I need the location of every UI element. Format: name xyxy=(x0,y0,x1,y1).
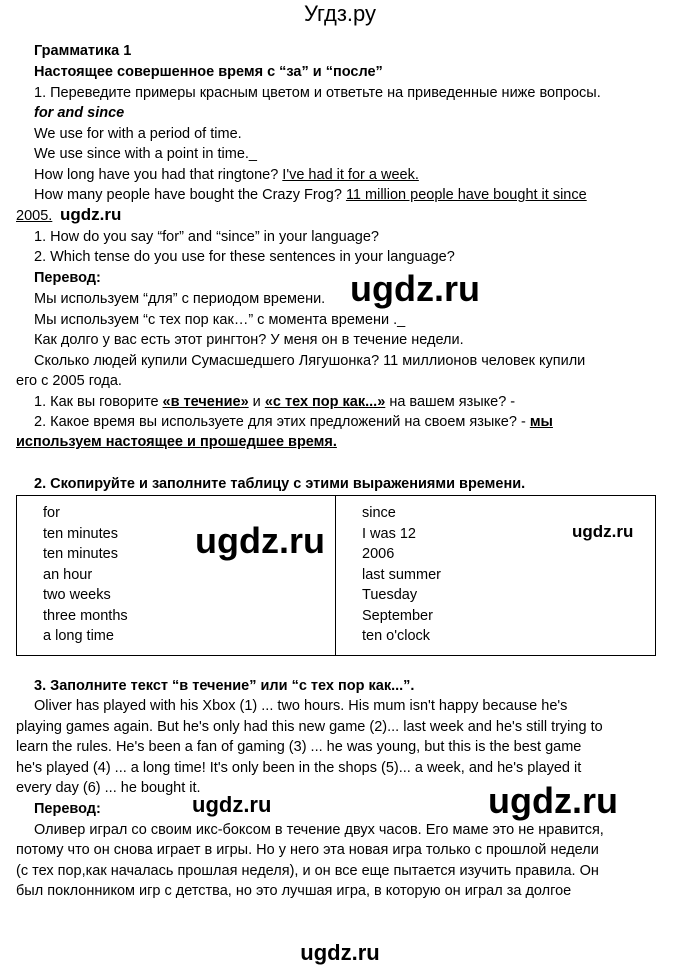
watermark: ugdz.ru xyxy=(350,268,480,309)
watermark: ugdz.ru xyxy=(300,940,380,965)
ex3-translation-line: Оливер играл со своим икс-боксом в течение двух часов. Его маме это не нравится, xyxy=(34,822,604,838)
question-frog-text: How many people have bought the Crazy Frog? xyxy=(34,187,342,203)
table-cell-since: since xyxy=(362,505,396,521)
answer-frog-cont: 2005. xyxy=(16,208,53,224)
ex3-text-line: every day (6) ... he bought it. xyxy=(16,780,201,796)
ex3-translation-label: Перевод: xyxy=(34,801,101,817)
watermark: ugdz.ru xyxy=(60,205,122,224)
translation-line: Как долго у вас есть этот рингтон? У меня он в течение недели. xyxy=(34,332,464,348)
ex3-instruction: 3. Заполните текст “в течение” или “с тех пор как...”. xyxy=(34,678,415,694)
ex2-instruction: 2. Скопируйте и заполните таблицу с этими выражениями времени. xyxy=(34,476,526,492)
tq1-term-a: «в течение» xyxy=(162,394,249,410)
answer-frog: 11 million people have bought it since xyxy=(345,187,587,203)
tq1-prefix: 1. Как вы говорите xyxy=(34,394,159,410)
translation-line: Мы используем “для” с периодом времени. xyxy=(34,291,326,307)
question-ringtone xyxy=(34,165,419,185)
table-divider xyxy=(335,496,336,655)
tq2-answer-start: мы xyxy=(529,414,553,430)
table-cell-for: ten minutes xyxy=(43,546,118,562)
ex3-text-line: learn the rules. He's been a fan of gaming (3) ... he was young, but this is the best game xyxy=(16,739,582,755)
watermark: ugdz.ru xyxy=(572,522,634,541)
translation-question-1 xyxy=(34,392,515,412)
question-ringtone-text: How long have you had that ringtone? xyxy=(34,167,279,183)
table-cell-for: an hour xyxy=(43,566,93,583)
ex3-translation-line: был поклонником игр с детства, но это лучшая игра, в которую он играл за долгое xyxy=(16,883,572,899)
ex3-text-line: Oliver has played with his Xbox (1) ... two hours. His mum isn't happy because he's xyxy=(34,698,568,714)
translation-line: Сколько людей купили Сумасшедшего Лягушонка? 11 миллионов человек купили xyxy=(34,353,586,369)
table-cell-for: two weeks xyxy=(43,587,111,603)
table-cell-since: September xyxy=(362,607,433,624)
question-frog xyxy=(34,185,587,205)
table-cell-since: Tuesday xyxy=(362,587,418,603)
translation-question-2 xyxy=(34,412,553,432)
translation-label: Перевод: xyxy=(34,270,101,286)
table-cell-for: for xyxy=(43,505,60,521)
tq1-term-b: «с тех пор как...» xyxy=(264,394,386,410)
site-title: Угдз.ру xyxy=(303,1,377,26)
question-2: 2. Which tense do you use for these sentences in your language? xyxy=(34,249,455,265)
time-expressions-table xyxy=(16,495,656,656)
rule-for: We use for with a period of time. xyxy=(34,126,242,142)
ex1-instruction: 1. Переведите примеры красным цветом и ответьте на приведенные ниже вопросы. xyxy=(34,85,601,101)
ex3-translation-line: (с тех пор,как началась прошлая неделя), и он все еще пытается изучить правила. Он xyxy=(16,863,599,879)
watermark: ugdz.ru xyxy=(488,780,618,821)
ex3-text-line: playing games again. But he's only had this new game (2)... last week and he's still trying to xyxy=(16,719,603,735)
watermark: ugdz.ru xyxy=(192,792,272,817)
watermark: ugdz.ru xyxy=(195,520,325,561)
table-cell-since: I was 12 xyxy=(362,525,416,542)
translation-line: Мы используем “с тех пор как…” с момента времени ._ xyxy=(34,312,406,328)
topic-heading: Настоящее совершенное время с “за” и “после” xyxy=(34,64,383,80)
ex3-text-line: he's played (4) ... a long time! It's only been in the shops (5)... a week, and he's played it xyxy=(16,760,582,776)
table-cell-for: a long time xyxy=(43,628,114,644)
table-cell-since: 2006 xyxy=(362,546,395,562)
table-cell-for: ten minutes xyxy=(43,525,118,542)
tq2-answer-cont: используем настоящее и прошедшее время. xyxy=(16,434,337,450)
ex3-translation-line: потому что он снова играет в игры. Но у него эта новая игра только с прошлой недели xyxy=(16,842,599,858)
table-cell-since: last summer xyxy=(362,566,441,583)
grammar-heading: Грамматика 1 xyxy=(34,43,132,59)
ex1-subtitle: for and since xyxy=(34,105,125,121)
tq1-suffix: на вашем языке? - xyxy=(389,394,516,410)
answer-ringtone: I've had it for a week. xyxy=(282,167,419,183)
rule-since: We use since with a point in time._ xyxy=(34,146,257,162)
question-1: 1. How do you say “for” and “since” in your language? xyxy=(34,229,379,245)
table-cell-since: ten o'clock xyxy=(362,628,431,644)
tq2-prefix: 2. Какое время вы используете для этих предложений на своем языке? - xyxy=(34,414,526,430)
table-cell-for: three months xyxy=(43,607,128,624)
translation-line: его с 2005 года. xyxy=(16,373,122,389)
tq1-conj: и xyxy=(252,394,261,410)
